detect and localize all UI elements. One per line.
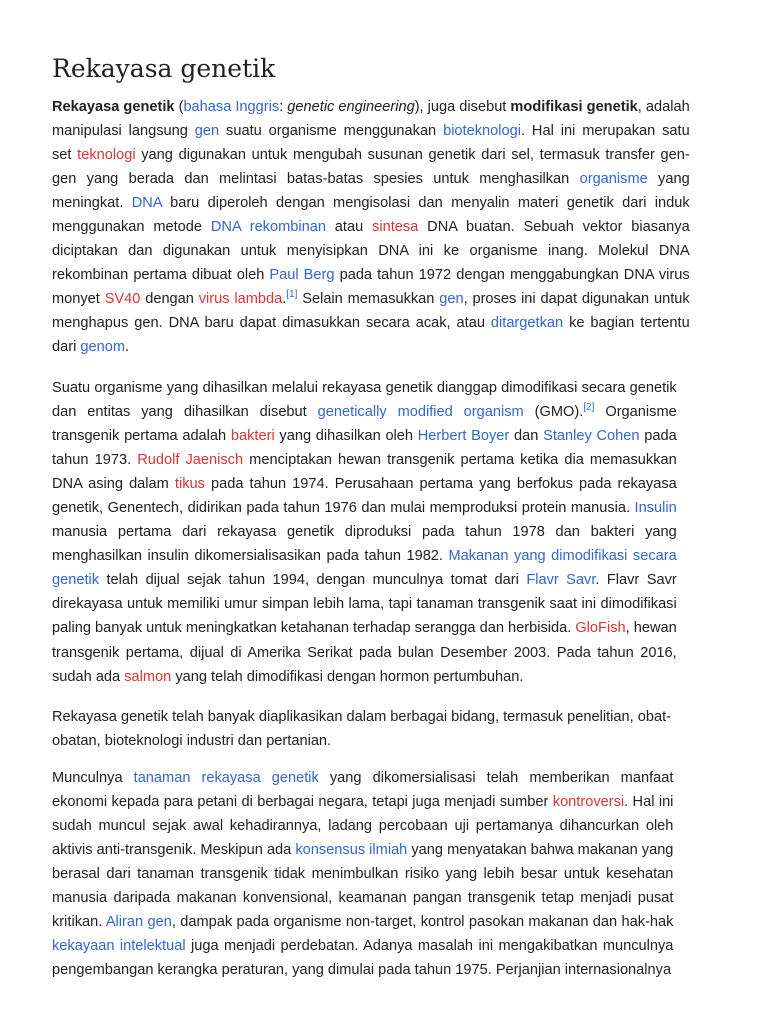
link-sv40[interactable]: SV40 (104, 291, 141, 308)
body-text: berasal dari tanaman transgenik tidak menimbulkan risiko yang lebih besar untuk kesehatan (52, 866, 674, 883)
body-text: . (125, 339, 130, 356)
link-kontroversi[interactable]: kontroversi (552, 794, 625, 811)
text-line (52, 665, 677, 689)
link-genom[interactable]: genom (80, 339, 126, 356)
link-bakteri[interactable]: bakteri (230, 428, 275, 445)
body-text: , dampak pada organisme non-target, kontrol pasokan makanan dan hak-hak (171, 914, 674, 931)
text-line (52, 862, 673, 886)
link-makanan-yang-dimodifikasi-secara[interactable]: Makanan yang dimodifikasi secara (448, 548, 677, 565)
body-text: pengembangan kerangka peraturan, yang dimulai pada tahun 1975. Perjanjian internasionalnya (52, 962, 672, 979)
body-text: dengan (140, 291, 199, 308)
link-genetik[interactable]: genetik (52, 572, 100, 589)
bold-text: modifikasi genetik (510, 99, 638, 115)
body-text: manusia daripada makanan konvensional, keamanan pangan transgenik tetap menjadi pusat (52, 890, 674, 907)
link-organisme[interactable]: organisme (579, 171, 648, 188)
body-text: DNA buatan. Sebuah vektor biasanya (418, 219, 690, 236)
text-line (52, 167, 690, 191)
body-text: diciptakan dan digunakan untuk menyisipkan DNA ini ke organisme inang. Molekul DNA (52, 243, 690, 260)
body-text: DNA asing dalam (52, 476, 175, 493)
body-text: Organisme (594, 404, 677, 421)
link-salmon[interactable]: salmon (124, 668, 172, 685)
body-text: . Hal ini (624, 794, 674, 811)
link-dna[interactable]: DNA (131, 195, 162, 212)
body-text: direkayasa untuk memiliki umur simpan lebih lama, tapi tanaman transgenik saat ini dimodifikasi (52, 596, 677, 613)
body-text: menciptakan hewan transgenik pertama ketika dia memasukkan (243, 452, 677, 469)
body-text: ke bagian tertentu (563, 315, 690, 332)
link-tikus[interactable]: tikus (174, 476, 205, 493)
body-text: pada tahun 1972 dengan menggabungkan DNA virus (334, 267, 690, 284)
text-line (52, 400, 677, 424)
link-kekayaan-intelektual[interactable]: kekayaan intelektual (52, 938, 186, 955)
link-rudolf-jaenisch[interactable]: Rudolf Jaenisch (137, 452, 244, 469)
body-text: monyet (52, 291, 105, 308)
body-text: suatu organisme menggunakan (219, 123, 444, 140)
link-ditargetkan[interactable]: ditargetkan (490, 315, 564, 332)
text-line (52, 544, 677, 568)
link-genetically-modified-organism[interactable]: genetically modified organism (317, 404, 524, 421)
citation-link[interactable]: [1] (286, 289, 298, 301)
body-text: (GMO). (523, 404, 584, 421)
body-text: , hewan (625, 620, 677, 637)
link-aliran-gen[interactable]: Aliran gen (105, 914, 172, 931)
body-text: sudah muncul sejak awal kehadirannya, ladang percobaan uji pertamanya dihancurkan oleh (52, 818, 674, 835)
body-text: transgenik pertama adalah (52, 428, 231, 445)
text-line (52, 592, 677, 616)
body-text: yang dikomersialisasi telah memberikan manfaat (318, 770, 674, 786)
body-text: yang telah dimodifikasi dengan hormon pertumbuhan. (171, 668, 524, 685)
text-line (52, 616, 677, 640)
text-line (52, 641, 677, 665)
body-text: Munculnya (52, 770, 134, 786)
body-text: ( (174, 99, 184, 115)
paragraph-history (52, 376, 677, 689)
text-line (52, 335, 690, 359)
bold-text: Rekayasa genetik (52, 99, 175, 115)
body-text: rekombinan pertama dibuat oleh (52, 267, 270, 284)
link-konsensus-ilmiah[interactable]: konsensus ilmiah (295, 842, 408, 859)
body-text: sudah ada (52, 668, 125, 685)
body-text: dan (509, 428, 544, 445)
page-title: Rekayasa genetik (52, 54, 276, 83)
body-text: . (282, 291, 287, 308)
body-text: manusia pertama dari rekayasa genetik diproduksi pada tahun 1978 dan bakteri yang (52, 524, 677, 541)
body-text: dari (52, 339, 81, 356)
body-text: , proses ini dapat digunakan untuk (463, 291, 690, 308)
body-text: : (279, 99, 288, 115)
body-text: yang menyatakan bahwa makanan yang (407, 842, 674, 859)
text-line (52, 705, 671, 729)
body-text: genetik, Genentech, didirikan pada tahun 1976 dan mulai memproduksi protein manusia. (52, 500, 635, 517)
body-text: . Hal ini merupakan satu (520, 123, 690, 140)
text-line (52, 790, 673, 814)
link-virus-lambda[interactable]: virus lambda (198, 291, 283, 308)
body-text: transgenik pertama, dijual di Amerika Serikat pada bulan Desember 2003. Pada tahun 2016, (52, 644, 677, 661)
body-text: pada (639, 428, 677, 445)
body-text: meningkat. (52, 195, 132, 212)
text-line (52, 496, 677, 520)
text-line (52, 472, 677, 496)
italic-text: genetic engineering (287, 99, 415, 115)
body-text: paling banyak untuk meningkatkan ketahanan terhadap serangga dan herbisida. (52, 620, 576, 637)
text-line (52, 263, 690, 287)
link-flavr-savr[interactable]: Flavr Savr (526, 572, 596, 589)
text-line (52, 95, 690, 119)
text-line (52, 424, 677, 448)
paragraph-intro (52, 95, 690, 360)
body-text: tahun 1973. (52, 452, 138, 469)
link-insulin[interactable]: Insulin (634, 500, 677, 517)
text-line (52, 958, 673, 982)
text-line (52, 729, 671, 753)
link-stanley-cohen[interactable]: Stanley Cohen (543, 428, 640, 445)
body-text: ), juga disebut (414, 99, 511, 115)
link-tanaman-rekayasa-genetik[interactable]: tanaman rekayasa genetik (133, 770, 319, 786)
body-text: manipulasi langsung (52, 123, 195, 140)
body-text: Suatu organisme yang dihasilkan melalui rekayasa genetik dianggap dimodifikasi secara genetik (52, 380, 677, 396)
paragraph-applications (52, 705, 671, 753)
text-line (52, 766, 673, 790)
body-text: Rekayasa genetik telah banyak diaplikasikan dalam berbagai bidang, termasuk penelitian, obat- (52, 709, 672, 725)
text-line (52, 886, 673, 910)
body-text: , adalah (637, 99, 690, 115)
paragraph-controversy (52, 766, 673, 982)
link-bioteknologi[interactable]: bioteknologi (443, 123, 521, 140)
link-glofish[interactable]: GloFish (575, 620, 626, 637)
text-line (52, 287, 690, 311)
text-line (52, 520, 677, 544)
body-text: . Flavr Savr (595, 572, 677, 589)
body-text: Selain memasukkan (297, 291, 440, 308)
body-text: menghasilkan insulin dikomersialisasikan pada tahun 1982. (52, 548, 449, 565)
text-line (52, 311, 690, 335)
body-text: obatan, bioteknologi industri dan pertanian. (52, 733, 332, 750)
text-line (52, 119, 690, 143)
text-line (52, 910, 673, 934)
link-herbert-boyer[interactable]: Herbert Boyer (417, 428, 510, 445)
body-text: pada tahun 1974. Perusahaan pertama yang berfokus pada rekayasa (204, 476, 677, 493)
text-line (52, 838, 673, 862)
body-text: ekonomi kepada para petani di berbagai negara, tetapi juga menjadi sumber (52, 794, 553, 811)
link-gen[interactable]: gen (439, 291, 464, 308)
body-text: set (52, 147, 78, 164)
body-text: gen yang berada dan melintasi batas-batas spesies untuk menghasilkan (52, 171, 580, 188)
text-line (52, 814, 673, 838)
link-bahasa-inggris[interactable]: bahasa Inggris (183, 99, 280, 115)
text-line (52, 376, 677, 400)
body-text: yang (647, 171, 690, 188)
body-text: yang dihasilkan oleh (274, 428, 418, 445)
body-text: juga menjadi perdebatan. Adanya masalah ini mengakibatkan munculnya (185, 938, 674, 955)
text-line (52, 448, 677, 472)
text-line (52, 215, 690, 239)
body-text: yang digunakan untuk mengubah susunan genetik dari sel, termasuk transfer gen- (135, 147, 690, 164)
text-line (52, 143, 690, 167)
link-paul-berg[interactable]: Paul Berg (269, 267, 335, 284)
link-dna-rekombinan[interactable]: DNA rekombinan (210, 219, 326, 236)
text-line (52, 239, 690, 263)
text-line (52, 568, 677, 592)
body-text: aktivis anti-transgenik. Meskipun ada (52, 842, 296, 859)
body-text: menggunakan metode (52, 219, 211, 236)
body-text: baru diperoleh dengan mengisolasi dan menyalin materi genetik dari induk (161, 195, 690, 212)
link-teknologi[interactable]: teknologi (77, 147, 136, 164)
link-gen[interactable]: gen (194, 123, 220, 140)
citation-link[interactable]: [2] (583, 402, 595, 414)
body-text: dan entitas yang dihasilkan disebut (52, 404, 318, 421)
body-text: menghapus gen. DNA baru dapat dimasukkan secara acak, atau (52, 315, 491, 332)
text-line (52, 934, 673, 958)
link-sintesa[interactable]: sintesa (372, 219, 419, 236)
body-text: telah dijual sejak tahun 1994, dengan munculnya tomat dari (99, 572, 527, 589)
text-line (52, 191, 690, 215)
body-text: atau (325, 219, 373, 236)
body-text: kritikan. (52, 914, 106, 931)
